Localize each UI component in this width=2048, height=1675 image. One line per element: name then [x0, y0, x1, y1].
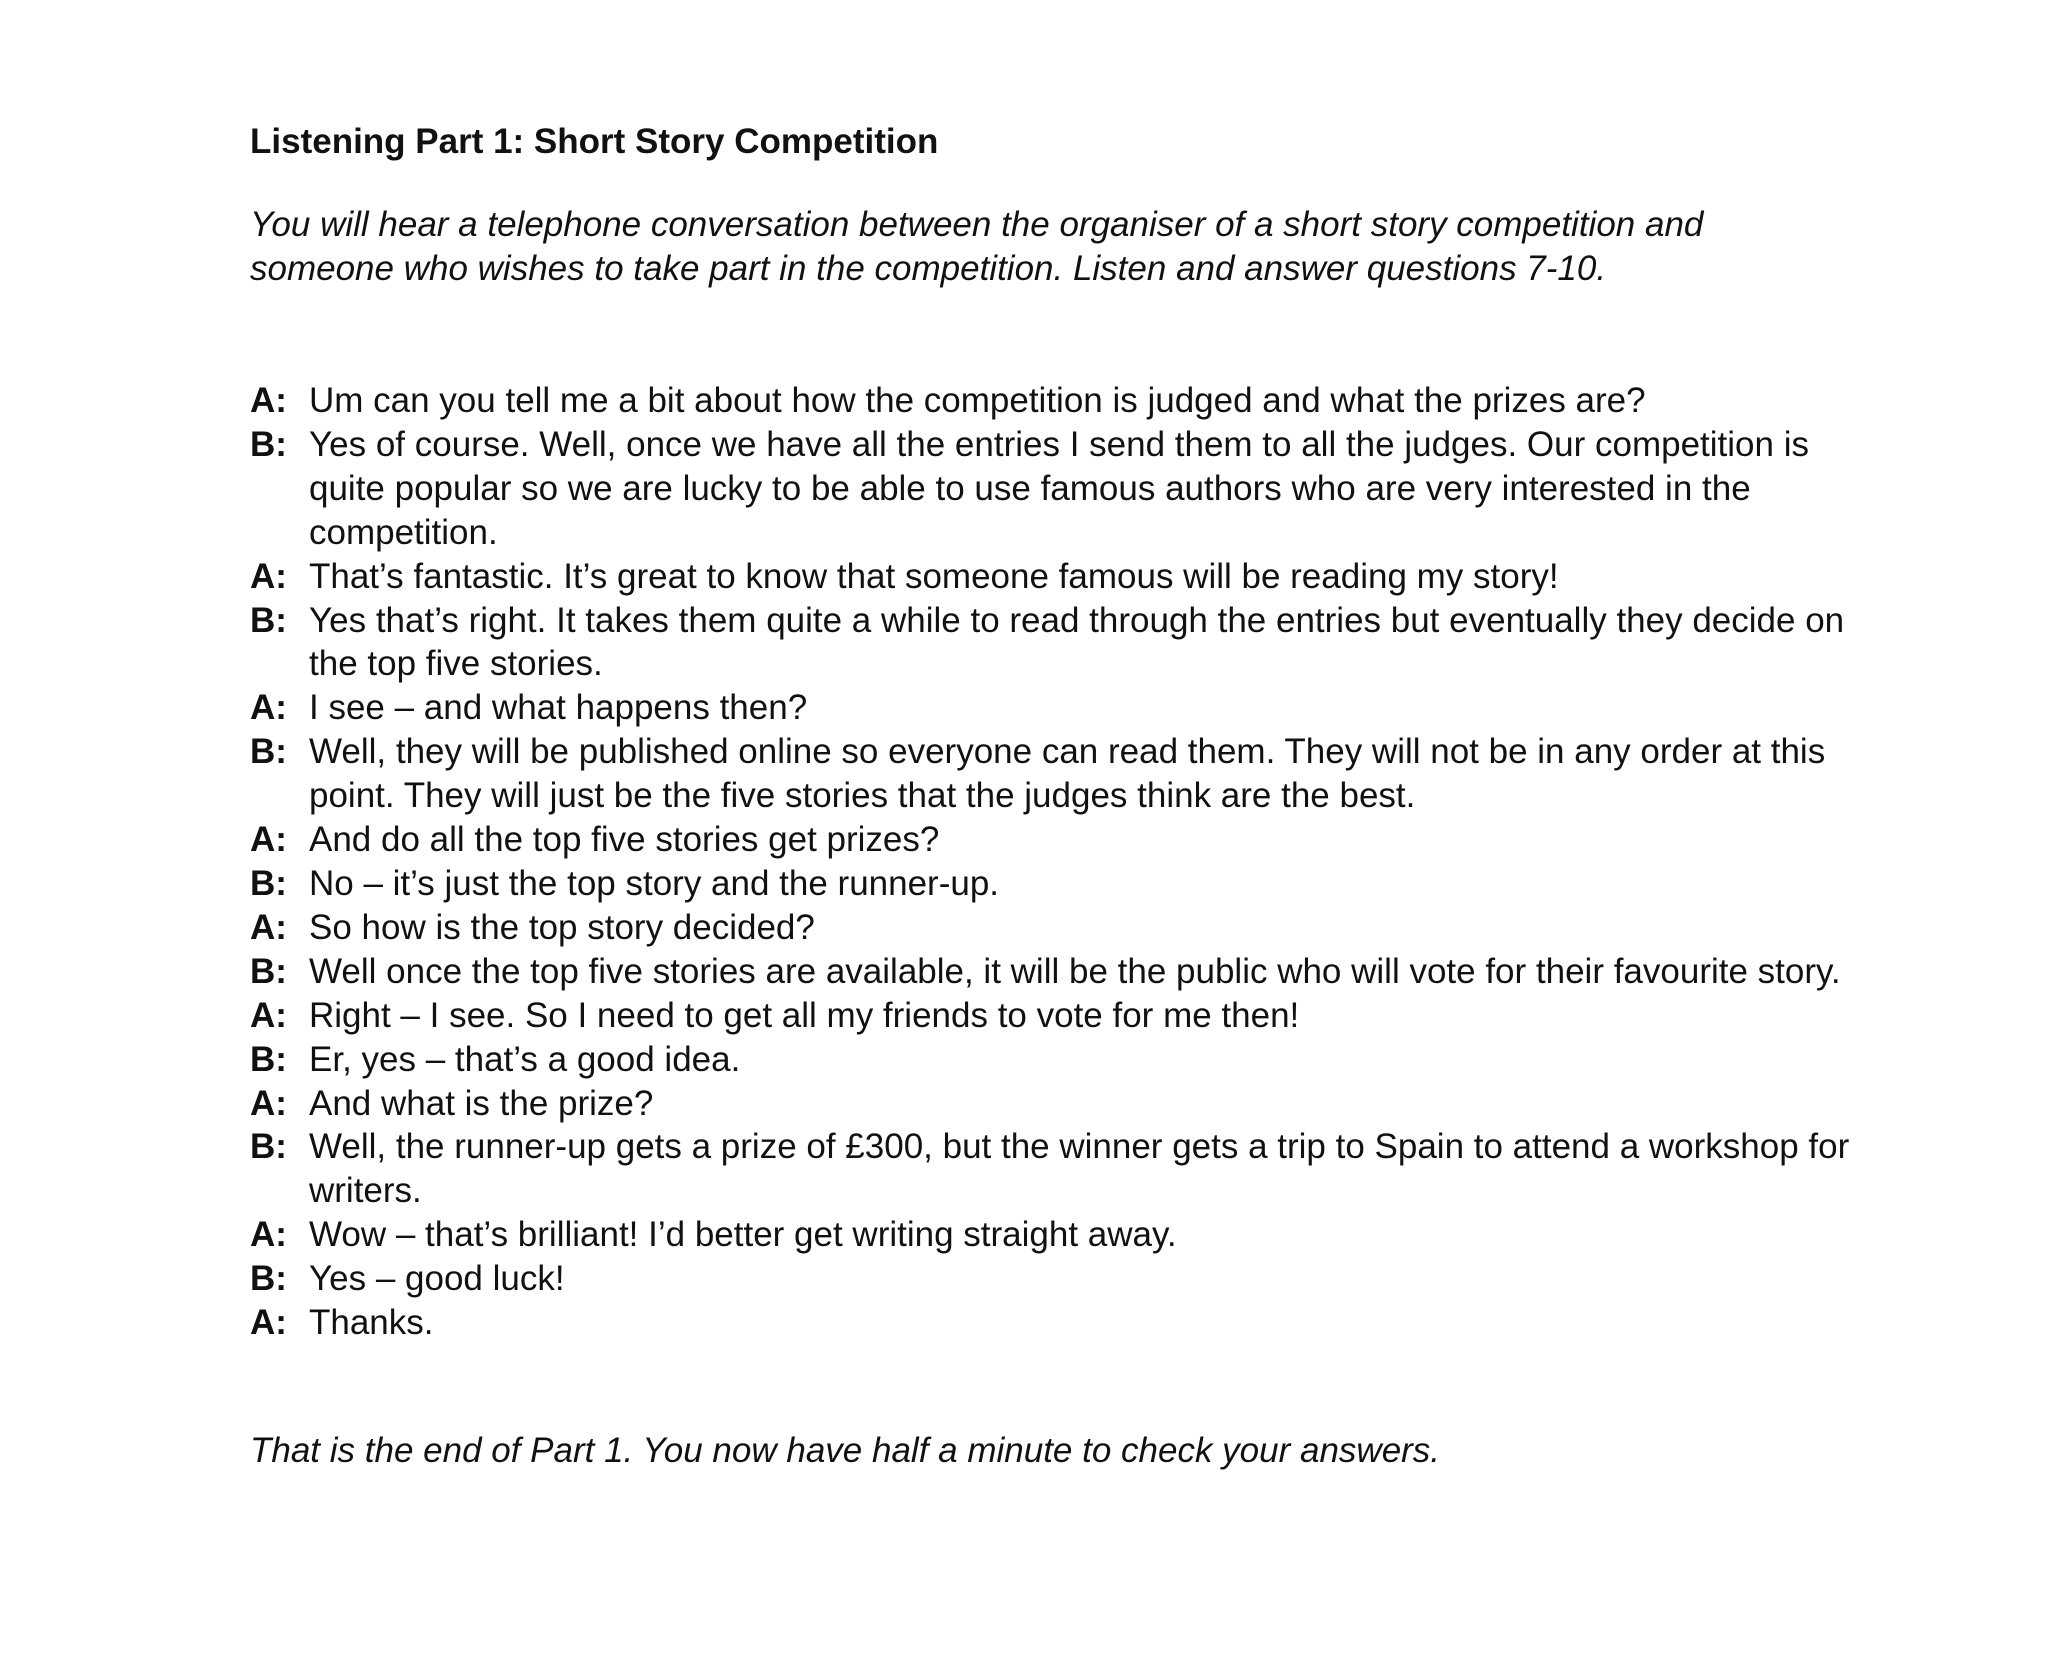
- dialogue-text: Yes that’s right. It takes them quite a while to read through the entries but eventually they decide on the top five stories.: [309, 600, 1845, 684]
- dialogue-text: And what is the prize?: [309, 1083, 654, 1123]
- dialogue-text: Thanks.: [309, 1303, 434, 1343]
- dialogue-line: [250, 379, 1850, 423]
- instructions-outro: That is the end of Part 1. You now have half a minute to check your answers.: [250, 1430, 1441, 1470]
- dialogue-text: Well once the top five stories are available, it will be the public who will vote for their favourite story.: [309, 951, 1841, 991]
- speaker-label: B:: [250, 1127, 287, 1167]
- dialogue-line: [250, 686, 1850, 730]
- speaker-label: B:: [250, 1039, 287, 1079]
- speaker-label: A:: [250, 381, 287, 420]
- dialogue-text: No – it’s just the top story and the runner-up.: [309, 863, 1000, 903]
- speaker-label: B:: [250, 863, 287, 903]
- speaker-label: B:: [250, 951, 287, 991]
- speaker-label: A:: [250, 820, 287, 860]
- dialogue-line: [250, 862, 1850, 906]
- speaker-label: A:: [250, 688, 287, 728]
- speaker-label: B:: [250, 732, 287, 772]
- dialogue-text: Er, yes – that’s a good idea.: [309, 1039, 741, 1079]
- dialogue-text: That’s fantastic. It’s great to know that someone famous will be reading my story!: [309, 556, 1559, 596]
- dialogue-line: [250, 994, 1850, 1038]
- speaker-label: A:: [250, 995, 287, 1035]
- dialogue-text: And do all the top five stories get prizes?: [309, 820, 940, 860]
- dialogue-line: [250, 423, 1850, 555]
- document-title: Listening Part 1: Short Story Competition: [250, 122, 939, 161]
- dialogue-text: Wow – that’s brilliant! I’d better get writing straight away.: [309, 1215, 1177, 1255]
- speaker-label: B:: [250, 600, 287, 640]
- dialogue-line: [250, 730, 1850, 818]
- dialogue-text: Um can you tell me a bit about how the competition is judged and what the prizes are?: [309, 381, 1646, 420]
- dialogue-line: [250, 1125, 1850, 1213]
- dialogue-line: [250, 950, 1850, 994]
- document-page: [250, 118, 1850, 1508]
- speaker-label: A:: [250, 556, 287, 596]
- dialogue-text: So how is the top story decided?: [309, 907, 815, 947]
- instructions-intro: You will hear a telephone conversation between the organiser of a short story competition and someone who wishes to take part in the competition. Listen and answer questions 7-10.: [250, 205, 1704, 288]
- dialogue-line: [250, 1038, 1850, 1082]
- dialogue-line: [250, 1082, 1850, 1126]
- dialogue-text: I see – and what happens then?: [309, 688, 808, 728]
- dialogue-line: [250, 1301, 1850, 1345]
- speaker-label: A:: [250, 1215, 287, 1255]
- speaker-label: A:: [250, 1083, 287, 1123]
- dialogue-line: [250, 599, 1850, 687]
- dialogue-line: [250, 818, 1850, 862]
- dialogue-line: [250, 1213, 1850, 1257]
- dialogue-line: [250, 906, 1850, 950]
- speaker-label: B:: [250, 424, 287, 464]
- dialogue-transcript: [250, 379, 1850, 1345]
- speaker-label: A:: [250, 907, 287, 947]
- dialogue-text: Yes of course. Well, once we have all the entries I send them to all the judges. Our competition is quite popular so we are lucky to be able to use famous authors who are very interested in the competition.: [309, 424, 1809, 552]
- dialogue-text: Well, they will be published online so everyone can read them. They will not be in any order at this point. They will just be the five stories that the judges think are the best.: [309, 732, 1826, 816]
- dialogue-line: [250, 1257, 1850, 1301]
- speaker-label: A:: [250, 1303, 287, 1343]
- dialogue-text: Right – I see. So I need to get all my friends to vote for me then!: [309, 995, 1300, 1035]
- speaker-label: B:: [250, 1259, 287, 1299]
- dialogue-line: [250, 555, 1850, 599]
- dialogue-text: Well, the runner-up gets a prize of £300, but the winner gets a trip to Spain to attend a workshop for writers.: [309, 1127, 1850, 1211]
- dialogue-text: Yes – good luck!: [309, 1259, 565, 1299]
